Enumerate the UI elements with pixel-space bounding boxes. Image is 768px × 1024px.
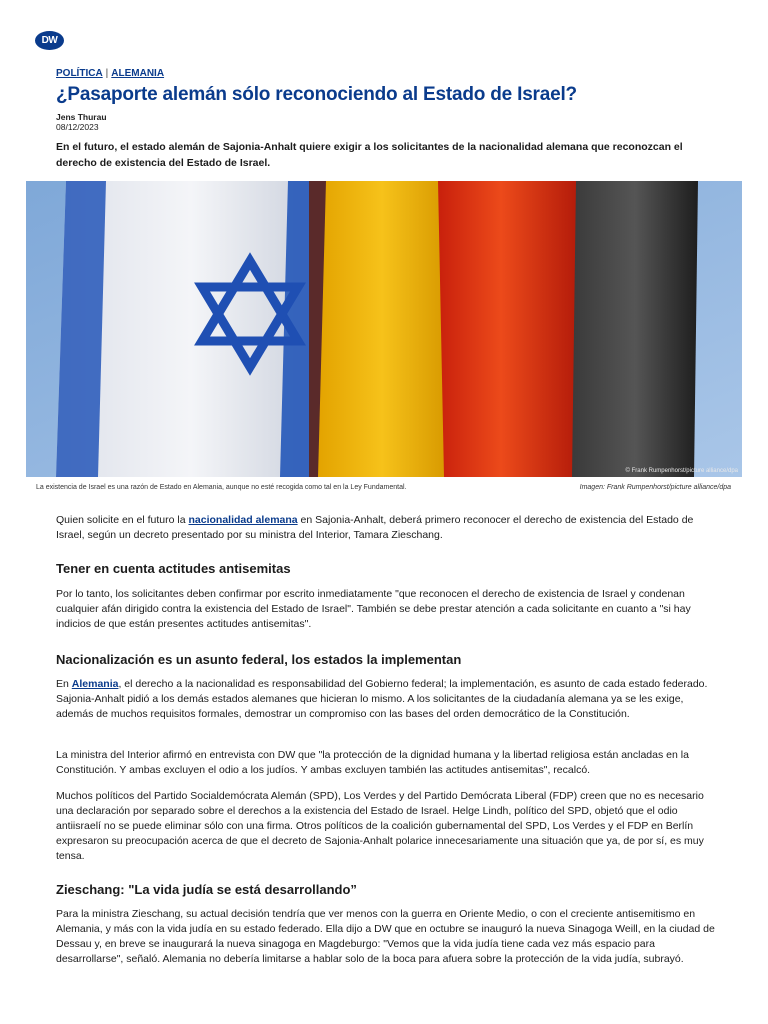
subheading-nacionalizacion: Nacionalización es un asunto federal, los estados la implementan	[56, 652, 462, 667]
german-flag-red	[438, 181, 578, 477]
paragraph-3	[56, 677, 716, 722]
p1-text-before: Quien solicite en el futuro la	[56, 514, 189, 526]
breadcrumb-alemania-link[interactable]: ALEMANIA	[111, 68, 165, 79]
alemania-link[interactable]: Alemania	[71, 678, 119, 690]
p3-text-after: , el derecho a la nacionalidad es responsabilidad del Gobierno federal; la implementación, es asunto de cada estado federado. Sajonia-Anhalt pidió a los demás estados alemanes que hicieran lo mismo. A los solicitantes de la ciudadanía alemana ya se les exige, además de muchos requisitos formales, demostrar un compromiso con las bases del orden democrático de la Constitución.	[56, 678, 708, 720]
paragraph-6: Para la ministra Zieschang, su actual decisión tendría que ver menos con la guerra en Oriente Medio, o con el creciente antisemitismo en Alemania, y más con la vida judía en su estado federado. Ella dijo a DW que en octubre se inauguró la nueva Sinagoga Weill, en la ciudad de Dessau y, en breve se inaugurará la nueva sinagoga en Magdeburgo: "Vemos que la vida judía tiene cada vez más espacio para desarrollarse", señaló. Alemania no debería limitarse a hablar solo de la boca para afuera sobre la protección de la vida judía, subrayó.	[56, 908, 715, 965]
article-date: 08/12/2023	[56, 122, 99, 132]
article-author: Jens Thurau	[56, 112, 107, 122]
image-credit-overlay: © Frank Rumpenhorst/picture alliance/dpa	[625, 468, 738, 474]
image-caption: La existencia de Israel es una razón de Estado en Alemania, aunque no esté recogida como tal en la Ley Fundamental.	[36, 484, 407, 491]
article-title: ¿Pasaporte alemán sólo reconociendo al Estado de Israel?	[56, 84, 577, 105]
nacionalidad-alemana-link[interactable]: nacionalidad alemana	[188, 514, 298, 526]
p1-text-after: en Sajonia-Anhalt, deberá primero reconocer el derecho de existencia del Estado de Israel, según un decreto presentado por su ministra del Interior, Tamara Zieschang.	[56, 514, 694, 541]
paragraph-5: Muchos políticos del Partido Socialdemócrata Alemán (SPD), Los Verdes y del Partido Demócrata Liberal (FDP) creen que no es necesario una declaración por separado sobre el derechos a la existencia del Estado de Israel. Helge Lindh, político del SPD, objetó que el odio antiisraelí no se puede eliminar sólo con una firma. Otros políticos de la coalición gubernamental del SPD, Los Verdes y el FDP en Berlín expresaron su preocupación acerca de que el decreto de Sajonia-Anhalt polarice innecesariamente una situación que ya, de por sí, es muy tensa.	[56, 790, 704, 862]
breadcrumb	[56, 68, 164, 79]
image-credit: Imagen: Frank Rumpenhorst/picture alliance/dpa	[579, 484, 731, 491]
german-flag-black	[572, 181, 698, 477]
german-flag-gold	[318, 181, 446, 477]
breadcrumb-separator: |	[105, 68, 109, 79]
breadcrumb-politica-link[interactable]: POLÍTICA	[56, 68, 103, 79]
flags-illustration	[26, 181, 742, 477]
p3-text-before: En	[56, 678, 72, 690]
paragraph-1	[56, 513, 716, 543]
article-lead: En el futuro, el estado alemán de Sajonia-Anhalt quiere exigir a los solicitantes de la nacionalidad alemana que reconozcan el derecho de existencia del Estado de Israel.	[56, 141, 683, 169]
subheading-antisemitas: Tener en cuenta actitudes antisemitas	[56, 561, 291, 576]
dw-logo[interactable]: DW	[35, 31, 64, 50]
subheading-zieschang: Zieschang: "La vida judía se está desarrollando”	[56, 882, 357, 897]
paragraph-2: Por lo tanto, los solicitantes deben confirmar por escrito inmediatamente "que reconocen el derecho de existencia de Israel y condenan cualquier afán dirigido contra la existencia del Estado de Israel". También se debe prestar atención a cada solicitante en cuanto a "si hay indicios de que están presentes actitudes antisemitas".	[56, 588, 691, 630]
hero-image	[26, 181, 742, 477]
paragraph-4: La ministra del Interior afirmó en entrevista con DW que "la protección de la dignidad humana y la libertad religiosa están ancladas en la Constitución. Y ambas excluyen el odio a los judíos. Y ambas excluyen también las actitudes antisemitas", recalcó.	[56, 749, 689, 776]
